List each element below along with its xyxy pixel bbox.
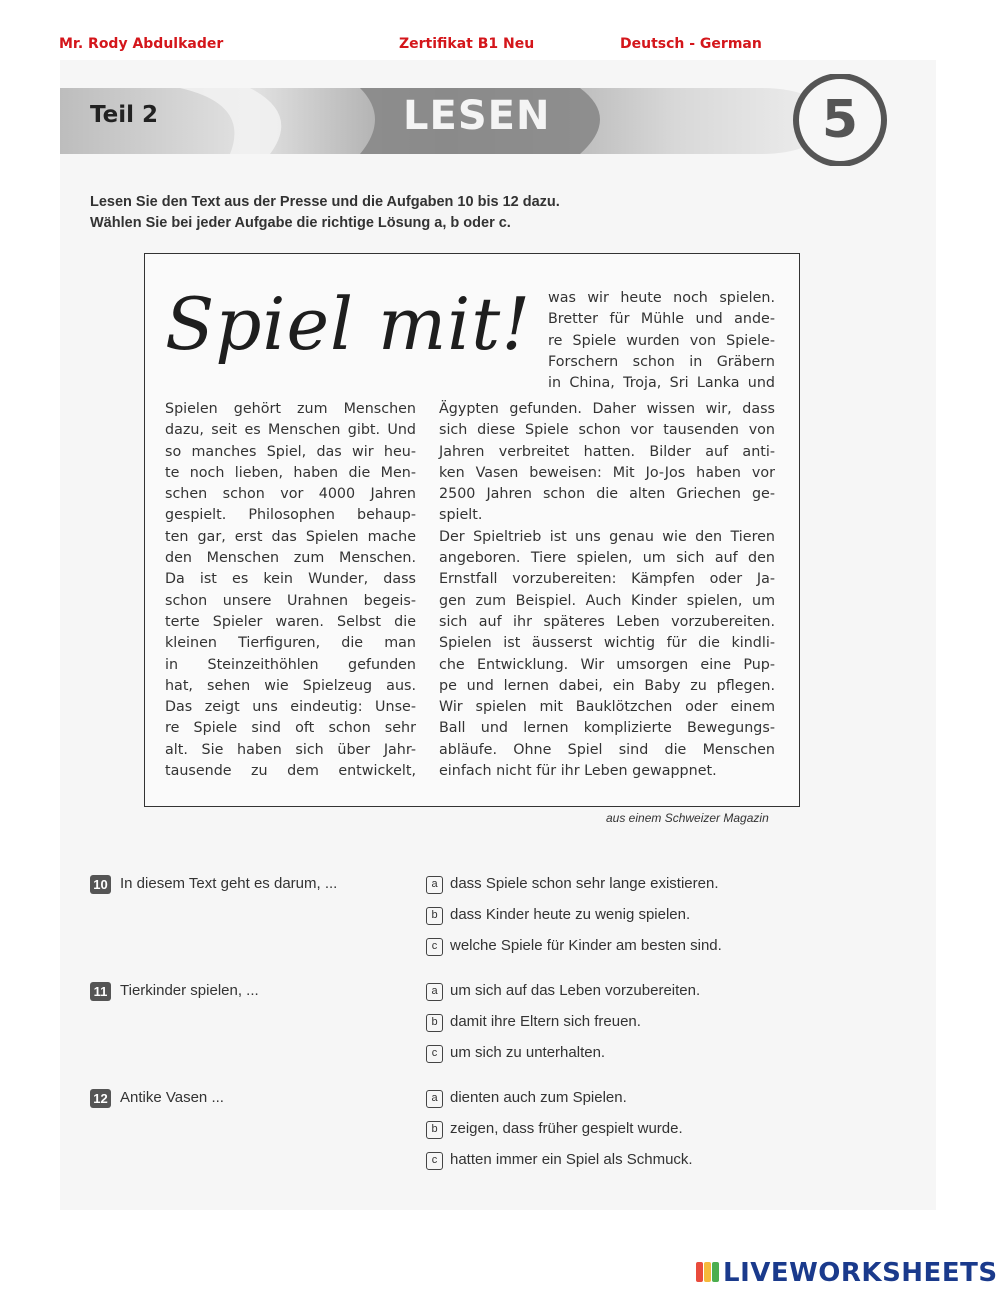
- text-line: Jahren verbreitet hatten. Bilder auf anti-: [439, 443, 775, 460]
- text-line: Da ist es kein Wunder, dass: [165, 571, 416, 588]
- article-title: Spiel mit!: [165, 282, 532, 366]
- option-letter: a: [426, 1090, 443, 1108]
- text-line: Ernstfall vorzubereiten: Kämpfen oder Ja-: [439, 571, 775, 588]
- author-name: Mr. Rody Abdulkader: [59, 36, 224, 52]
- exam-name: Zertifikat B1 Neu: [399, 36, 535, 52]
- question-text: Tierkinder spielen, ...: [120, 982, 259, 999]
- option-text: damit ihre Eltern sich freuen.: [450, 1013, 641, 1030]
- answer-option[interactable]: [426, 1044, 605, 1063]
- text-line: ten gar, erst das Spielen mache: [165, 528, 416, 545]
- text-line: abläufe. Ohne Spiel sind die Menschen: [439, 741, 775, 758]
- option-text: um sich auf das Leben vorzubereiten.: [450, 982, 701, 999]
- option-text: dienten auch zum Spielen.: [450, 1089, 627, 1106]
- text-line: gen zum Beispiel. Auch Kinder spielen, um: [439, 592, 775, 609]
- top-header: [0, 36, 1000, 56]
- answer-option[interactable]: [426, 906, 690, 925]
- option-text: dass Kinder heute zu wenig spielen.: [450, 906, 691, 923]
- instruction-line: Lesen Sie den Text aus der Presse und die Aufgaben 10 bis 12 dazu.: [90, 194, 560, 210]
- option-letter: b: [426, 1014, 443, 1032]
- part-label: Teil 2: [90, 102, 159, 128]
- article-column-2-top: [548, 288, 775, 394]
- text-line: Wir spielen mit Bauklötzchen oder einem: [439, 699, 775, 716]
- text-line: spielt.: [439, 507, 483, 524]
- question-number-badge: 10: [90, 875, 111, 894]
- text-line: schen schon vor 4000 Jahren: [165, 486, 416, 503]
- text-line: pe und lernen dabei, ein Baby zu pflegen.: [439, 677, 775, 694]
- answer-option[interactable]: [426, 1151, 693, 1170]
- liveworksheets-logo[interactable]: [696, 1258, 998, 1286]
- unit-number: 5: [821, 90, 859, 150]
- text-line: den Menschen zum Menschen.: [165, 550, 416, 567]
- option-letter: a: [426, 876, 443, 894]
- section-title: LESEN: [403, 93, 551, 139]
- section-banner: [60, 74, 936, 166]
- text-line: schon unsere Urahnen begeis-: [165, 592, 416, 609]
- text-line: Ägypten gefunden. Daher wissen wir, dass: [439, 401, 775, 417]
- option-text: welche Spiele für Kinder am besten sind.: [450, 937, 722, 954]
- question-number-badge: 11: [90, 982, 111, 1001]
- option-text: hatten immer ein Spiel als Schmuck.: [450, 1151, 693, 1168]
- text-line: re Spiele wurden von Spiele-: [548, 332, 775, 349]
- text-line: in Steinzeithöhlen gefunden: [165, 656, 416, 673]
- question-number-badge: 12: [90, 1089, 111, 1108]
- text-line: Ball und lernen komplizierte Bewegungs-: [439, 720, 775, 737]
- question-text: In diesem Text geht es darum, ...: [120, 875, 338, 892]
- text-line: re Spiele sind oft schon sehr: [165, 720, 416, 737]
- text-line: in China, Troja, Sri Lanka und: [548, 375, 775, 392]
- text-line: angeboren. Tiere spielen, um sich auf den: [439, 550, 775, 567]
- text-line: terte Spieler waren. Selbst die: [165, 613, 416, 630]
- text-line: einfach nicht für ihr Leben gewappnet.: [439, 763, 717, 780]
- liveworksheets-icon: [696, 1260, 720, 1284]
- text-line: alt. Sie haben sich über Jahr-: [165, 741, 416, 758]
- article-column-2: [439, 399, 775, 782]
- article-box: [144, 253, 800, 807]
- answer-option[interactable]: [426, 1120, 683, 1139]
- text-line: sich auf ihr späteres Leben vorzubereiten.: [439, 613, 775, 630]
- answer-option[interactable]: [426, 937, 722, 956]
- text-line: Das zeigt uns eindeutig: Unse-: [165, 699, 416, 716]
- option-letter: c: [426, 1152, 443, 1170]
- question-text: Antike Vasen ...: [120, 1089, 224, 1106]
- text-line: gespielt. Philosophen behaup-: [165, 507, 416, 524]
- answer-option[interactable]: [426, 875, 719, 894]
- answer-option[interactable]: [426, 1013, 641, 1032]
- option-text: zeigen, dass früher gespielt wurde.: [450, 1120, 683, 1137]
- text-line: kleinen Tierfiguren, die man: [165, 635, 416, 652]
- option-letter: a: [426, 983, 443, 1001]
- text-line: Bretter für Mühle und ande-: [548, 311, 775, 328]
- answer-option[interactable]: [426, 982, 700, 1001]
- text-line: te noch lieben, haben die Men-: [165, 464, 416, 481]
- option-letter: c: [426, 1045, 443, 1063]
- text-line: so manches Spiel, das wir heu-: [165, 443, 416, 460]
- answer-option[interactable]: [426, 1089, 627, 1108]
- text-line: tausende zu dem entwickelt,: [165, 763, 416, 780]
- text-line: Forschern schon in Gräbern: [548, 353, 775, 370]
- brand-name: LIVEWORKSHEETS: [723, 1258, 998, 1288]
- language-label: Deutsch - German: [620, 36, 762, 52]
- article-source: aus einem Schweizer Magazin: [606, 811, 769, 825]
- option-letter: b: [426, 907, 443, 925]
- text-line: was wir heute noch spielen.: [548, 290, 775, 306]
- text-line: Der Spieltrieb ist uns genau wie den Tieren: [439, 528, 775, 545]
- text-line: ken Vasen beweisen: Mit Jo-Jos haben vor: [439, 464, 775, 481]
- text-line: che Entwicklung. Wir umsorgen eine Pup-: [439, 656, 775, 673]
- text-line: 2500 Jahren schon die alten Griechen ge-: [439, 486, 775, 503]
- option-text: um sich zu unterhalten.: [450, 1044, 606, 1061]
- text-line: hat, sehen wie Spielzeug aus.: [165, 677, 416, 694]
- text-line: Spielen gehört zum Menschen: [165, 401, 416, 417]
- article-column-1: [165, 399, 416, 782]
- instruction-line: Wählen Sie bei jeder Aufgabe die richtige Lösung a, b oder c.: [90, 215, 511, 231]
- option-text: dass Spiele schon sehr lange existieren.: [450, 875, 719, 892]
- option-letter: c: [426, 938, 443, 956]
- option-letter: b: [426, 1121, 443, 1139]
- text-line: Spielen ist äusserst wichtig für die kindli-: [439, 635, 775, 652]
- instructions: [90, 192, 560, 234]
- text-line: dazu, seit es Menschen gibt. Und: [165, 422, 416, 439]
- text-line: sich diese Spiele schon vor tausenden von: [439, 422, 775, 439]
